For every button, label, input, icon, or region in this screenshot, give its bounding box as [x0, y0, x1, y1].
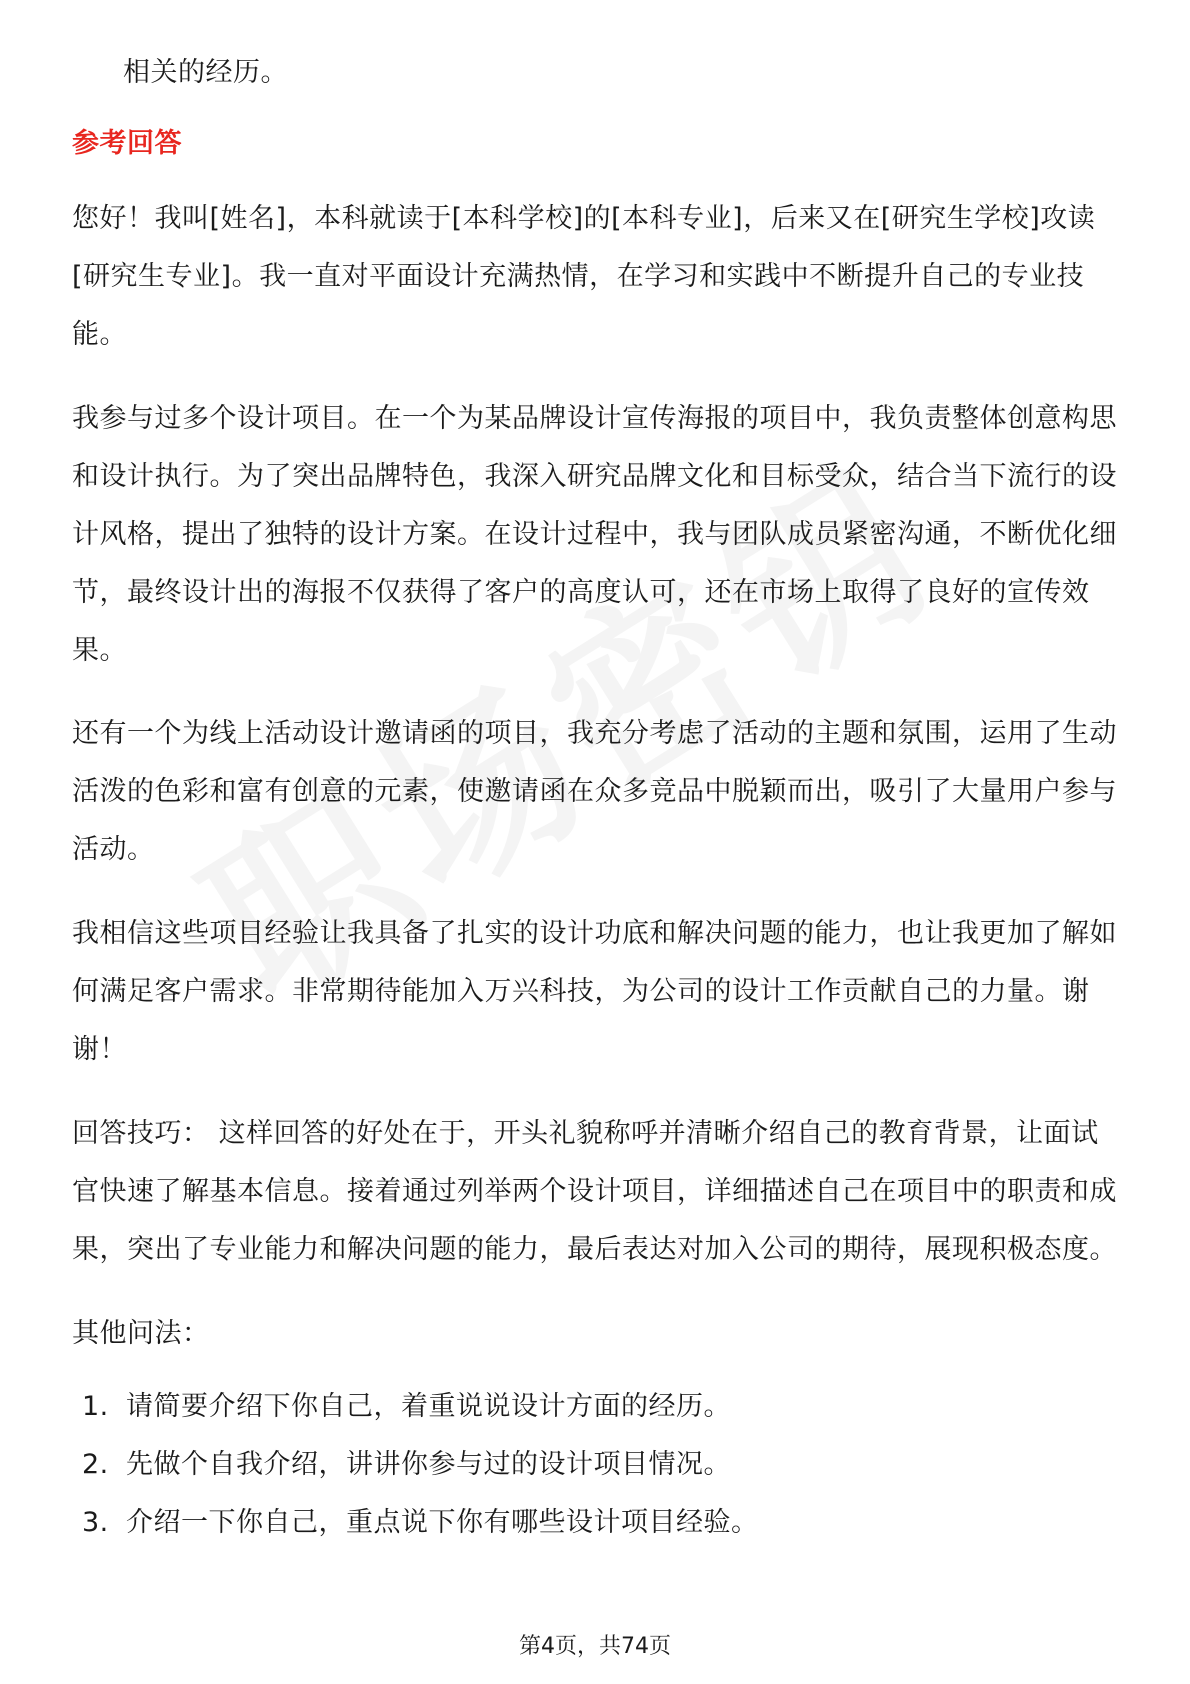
list-item: [82, 1494, 1122, 1552]
list-item-number: 3.: [82, 1507, 109, 1538]
page-number-footer: 第4页，共74页: [519, 1634, 671, 1659]
answer-paragraph-closing: 我相信这些项目经验让我具备了扎实的设计功底和解决问题的能力，也让我更加了解如何满足客户需求。非常期待能加入万兴科技，为公司的设计工作贡献自己的力量。谢谢！: [72, 918, 1117, 1065]
list-item: [82, 1436, 1122, 1494]
answer-tips-paragraph: 回答技巧： 这样回答的好处在于，开头礼貌称呼并清晰介绍自己的教育背景，让面试官快速了解基本信息。接着通过列举两个设计项目，详细描述自己在项目中的职责和成果，突出了专业能力和解决问题的能力，最后表达对加入公司的期待，展现积极态度。: [72, 1118, 1117, 1265]
intro-tail-text: 相关的经历。: [123, 57, 288, 88]
list-item-text: 请简要介绍下你自己，着重说说设计方面的经历。: [126, 1391, 731, 1422]
list-item-number: 2.: [82, 1449, 109, 1480]
answer-paragraph-intro: 您好！我叫[姓名]，本科就读于[本科学校]的[本科专业]，后来又在[研究生学校]攻读[研究生专业]。我一直对平面设计充满热情，在学习和实践中不断提升自己的专业技能。: [72, 203, 1096, 350]
answer-heading: 参考回答: [72, 128, 182, 159]
list-item-number: 1.: [82, 1391, 109, 1422]
other-questions-list: [82, 1378, 1122, 1552]
list-item: [82, 1378, 1122, 1436]
list-item-text: 先做个自我介绍，讲讲你参与过的设计项目情况。: [126, 1449, 731, 1480]
list-item-text: 介绍一下你自己，重点说下你有哪些设计项目经验。: [126, 1507, 759, 1538]
answer-paragraph-invitation-project: 还有一个为线上活动设计邀请函的项目，我充分考虑了活动的主题和氛围，运用了生动活泼的色彩和富有创意的元素，使邀请函在众多竞品中脱颖而出，吸引了大量用户参与活动。: [72, 718, 1117, 865]
other-questions-heading: 其他问法：: [72, 1318, 210, 1349]
answer-paragraph-poster-project: 我参与过多个设计项目。在一个为某品牌设计宣传海报的项目中，我负责整体创意构思和设计执行。为了突出品牌特色，我深入研究品牌文化和目标受众，结合当下流行的设计风格，提出了独特的设计方案。在设计过程中，我与团队成员紧密沟通，不断优化细节，最终设计出的海报不仅获得了客户的高度认可，还在市场上取得了良好的宣传效果。: [72, 403, 1117, 666]
